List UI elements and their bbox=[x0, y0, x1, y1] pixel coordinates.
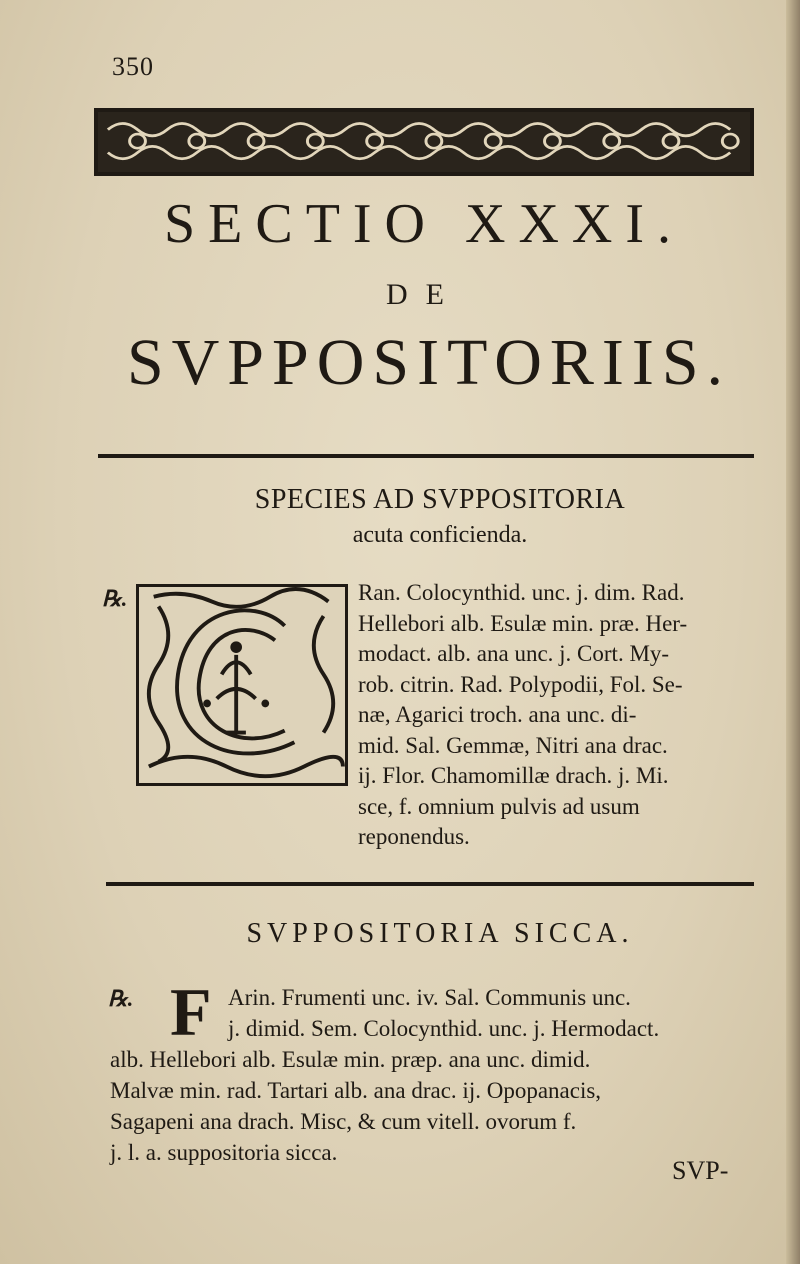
divider-rule bbox=[98, 454, 754, 458]
recipe-line: Hellebori alb. Esulæ min. præ. Her- bbox=[358, 610, 688, 636]
recipe-symbol: ℞. bbox=[102, 586, 128, 611]
recipe-line: rob. citrin. Rad. Polypodii, Fol. Se- bbox=[358, 671, 683, 697]
recipe-line: j. dimid. Sem. Colocynthid. unc. j. Hermodact. bbox=[228, 1016, 660, 1041]
section-heading: SECTIO XXXI. bbox=[164, 193, 684, 255]
recipe-line: Malvæ min. rad. Tartari alb. ana drac. ij. Opopanacis, bbox=[110, 1078, 602, 1103]
recipe-line: Ran. Colocynthid. unc. j. dim. Rad. bbox=[358, 580, 685, 605]
recipe-line: modact. alb. ana unc. j. Cort. My- bbox=[358, 641, 670, 666]
recipe-line: Arin. Frumenti unc. iv. Sal. Communis unc. bbox=[228, 985, 631, 1010]
drop-initial-f: F bbox=[170, 974, 212, 1050]
decorated-initial-c bbox=[136, 584, 348, 786]
page-edge bbox=[786, 0, 800, 1264]
divider-rule bbox=[106, 882, 754, 886]
heading-de: DE bbox=[386, 278, 462, 311]
recipe-line: mid. Sal. Gemmæ, Nitri ana drac. bbox=[358, 732, 668, 758]
recipe-line: alb. Hellebori alb. Esulæ min. præp. ana unc. dimid. bbox=[110, 1047, 591, 1072]
recipe-line: reponendus. bbox=[358, 824, 470, 849]
page-number: 350 bbox=[112, 52, 154, 81]
recipe-text-1 bbox=[358, 578, 762, 853]
ornamental-headpiece bbox=[94, 108, 754, 176]
recipe-line: næ, Agarici troch. ana unc. di- bbox=[358, 702, 637, 727]
recipe-symbol: ℞. bbox=[108, 986, 134, 1011]
recipe-line: j. l. a. suppositoria sicca. bbox=[110, 1140, 338, 1165]
recipe-line: ij. Flor. Chamomillæ drach. j. Mi. bbox=[358, 763, 669, 788]
recipe-line: sce, f. omnium pulvis ad usum bbox=[358, 793, 640, 819]
subsection-subtitle: acuta conficienda. bbox=[352, 522, 528, 548]
recipe-line: Sagapeni ana drach. Misc, & cum vitell. ovorum f. bbox=[110, 1109, 577, 1134]
recipe-text-2 bbox=[110, 982, 770, 1168]
subsection-title: SPECIES AD SVPPOSITORIA bbox=[254, 484, 626, 515]
chapter-title: SVPPOSITORIIS. bbox=[126, 326, 732, 399]
catchword: SVP- bbox=[672, 1156, 729, 1185]
subsection-title: SVPPOSITORIA SICCA. bbox=[246, 918, 634, 949]
